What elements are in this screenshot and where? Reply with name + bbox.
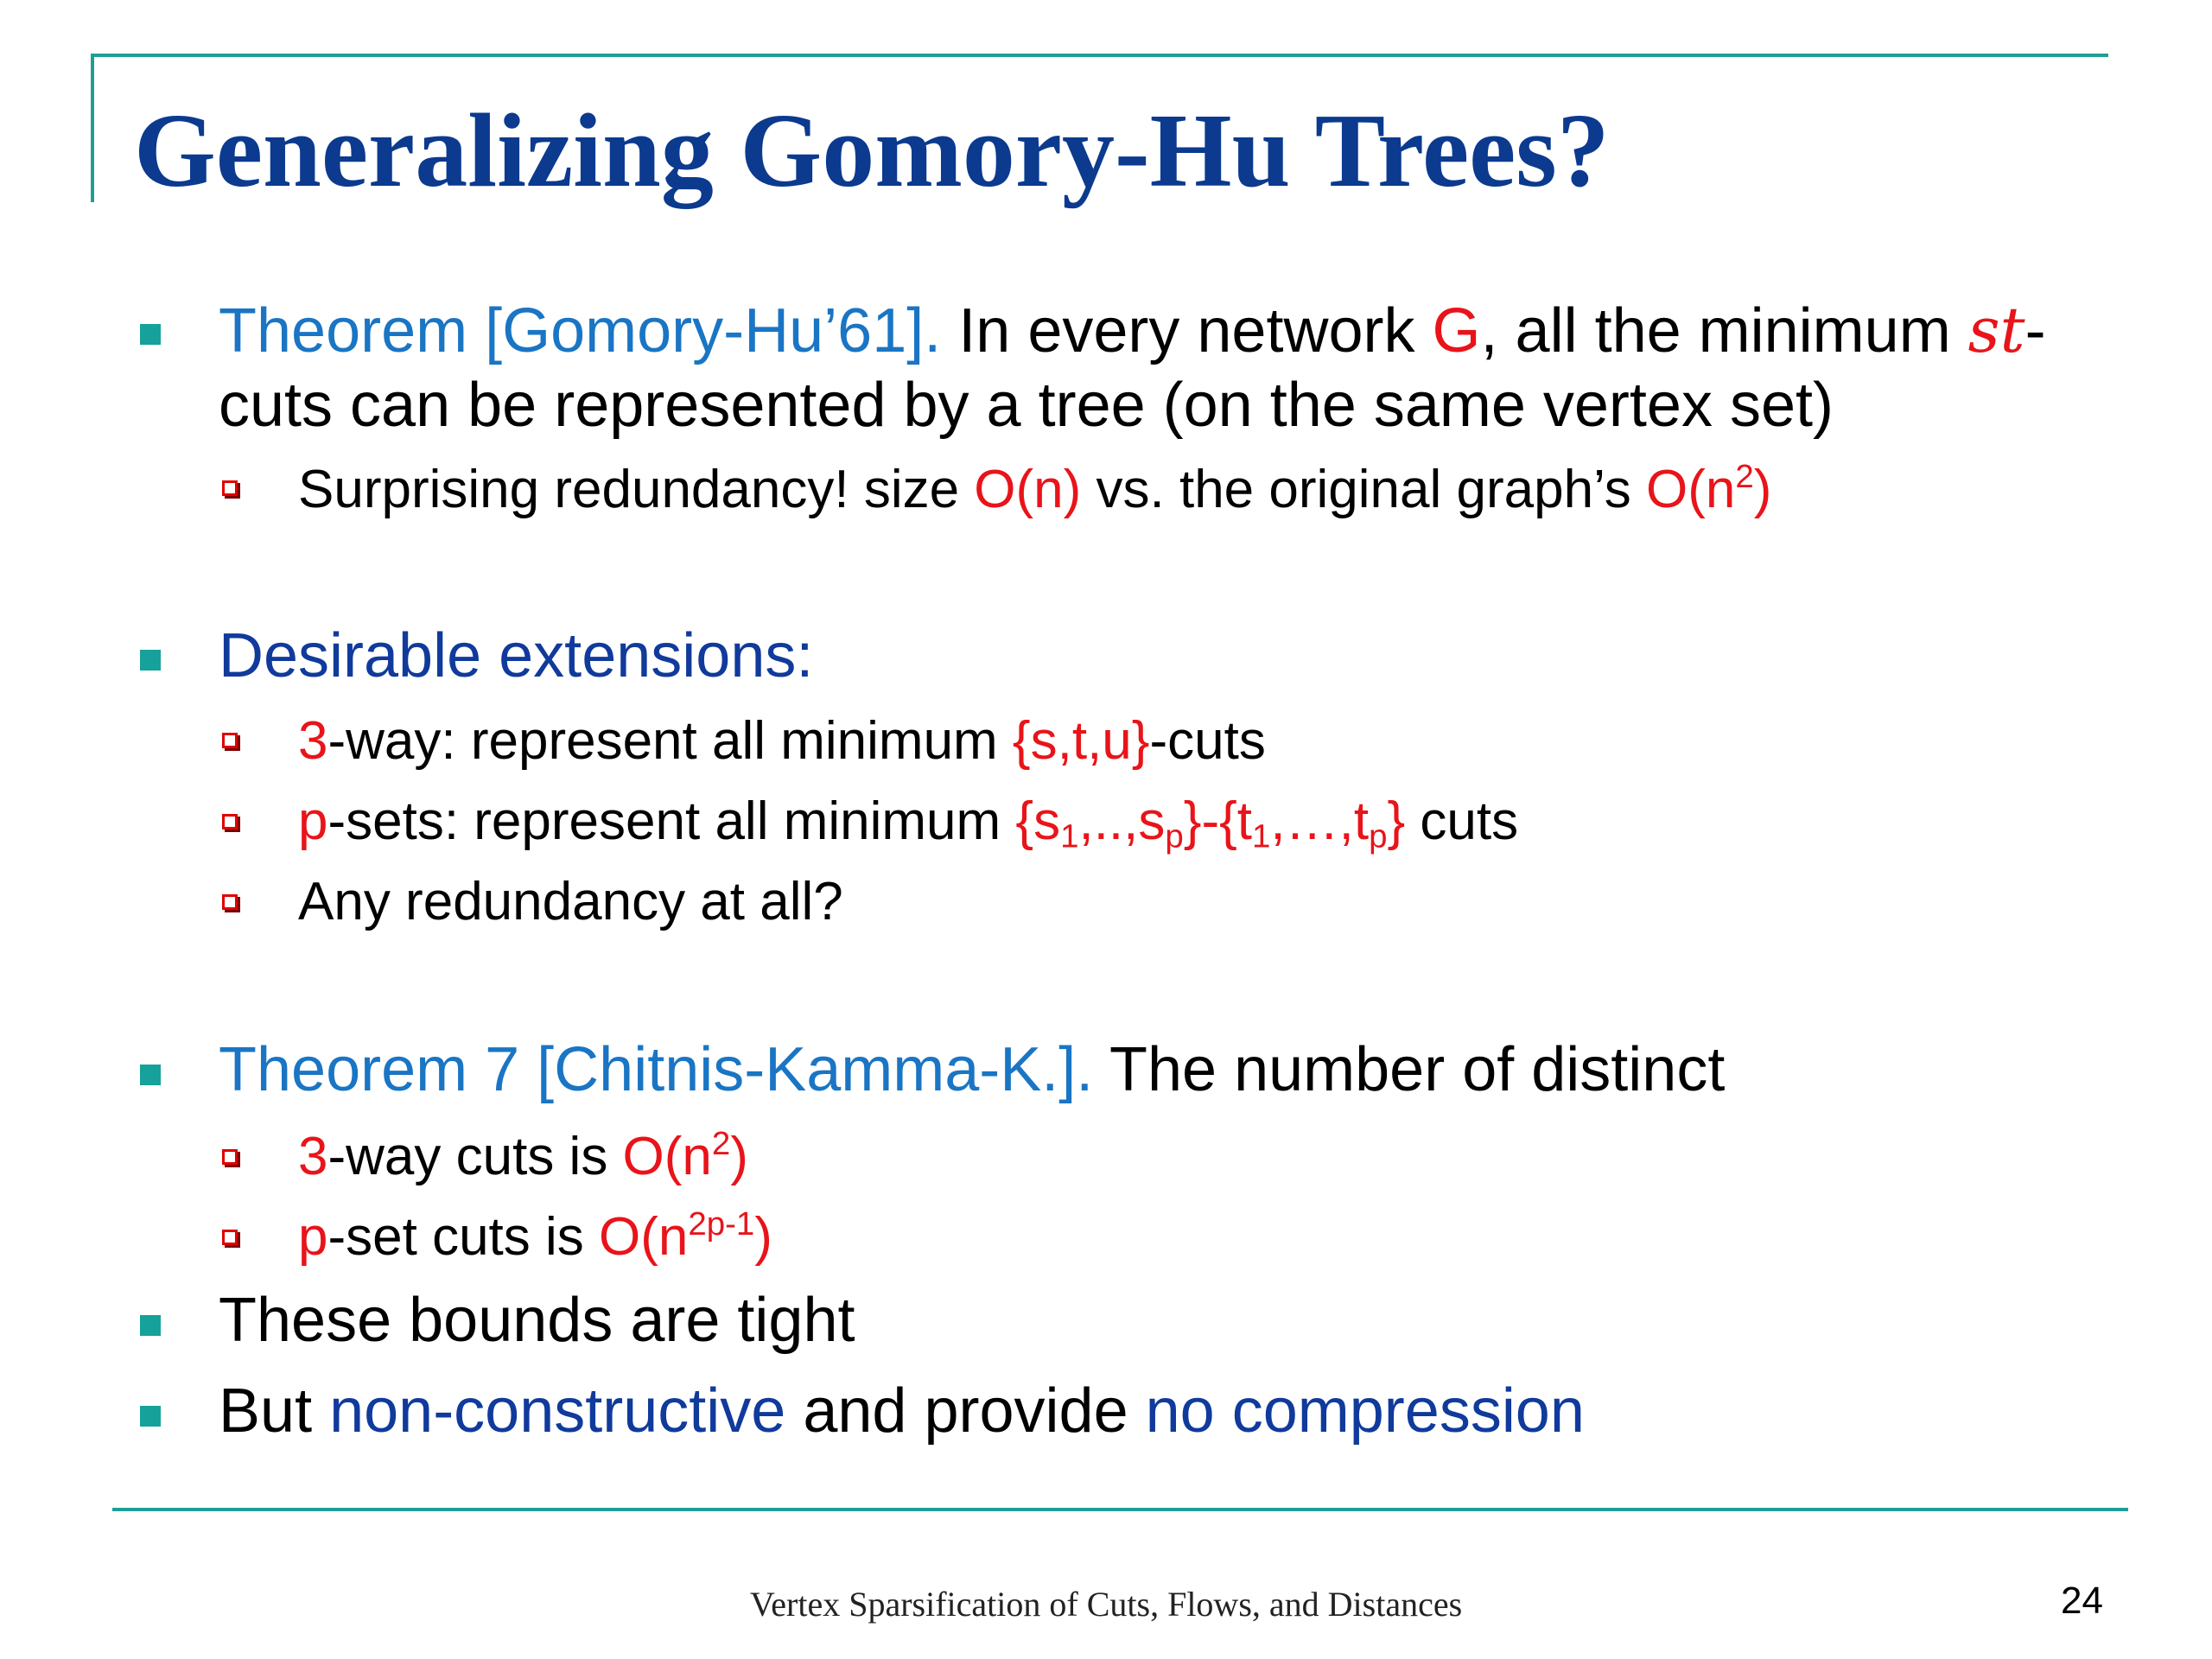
sub-bullet-icon [222,480,238,496]
sub-bullet-icon [222,1230,238,1245]
top-rule [91,54,2108,57]
bullet-square-icon [140,1315,161,1336]
slide-title: Generalizing Gomory-Hu Trees? [134,92,1610,209]
sub-bullet-any-redundancy: Any redundancy at all? [298,872,843,931]
bullet-bounds-tight: These bounds are tight [219,1286,855,1355]
bullet-desirable-extensions: Desirable extensions: [219,621,814,690]
bottom-rule [112,1508,2128,1511]
bullet-theorem-gomory-hu: Theorem [Gomory-Hu’61]. In every network G, all the minimum st- [219,294,2046,366]
footer-title: Vertex Sparsification of Cuts, Flows, and Distances [749,1585,1463,1624]
bullet-theorem-7: Theorem 7 [Chitnis-Kamma-K.]. The number of distinct [219,1035,1726,1104]
sub-bullet-icon [222,814,238,830]
left-rule [91,54,94,202]
sub-bullet-p-sets: p-sets: represent all minimum $\{s_1,..,s_p\}-\{t_1,\dots,t_p\}$ cuts [298,791,1519,855]
sub-bullet-3-way-cuts: 3-way cuts is $O(n^2)$ [298,1124,748,1186]
bullet-square-icon [140,650,161,671]
page-number: 24 [2061,1580,2103,1622]
sub-bullet-redundancy: Surprising redundancy! size O(n) vs. the original graph’s $O(n^2)$ [298,457,1772,519]
bullet-square-icon [140,1406,161,1427]
sub-bullet-icon [222,1149,238,1165]
sub-bullet-icon [222,733,238,748]
bullet-square-icon [140,1065,161,1085]
sub-bullet-3-way: 3-way: represent all minimum {s,t,u}-cuts [298,711,1266,771]
bullet-square-icon [140,324,161,345]
sub-bullet-p-set-cuts: p-set cuts is $O(n^{2p-1})$ [298,1205,772,1267]
bullet-theorem-line2: cuts can be represented by a tree (on the same vertex set) [219,371,1834,440]
sub-bullet-icon [222,894,238,910]
bullet-non-constructive: But non-constructive and provide no compression [219,1376,1585,1446]
